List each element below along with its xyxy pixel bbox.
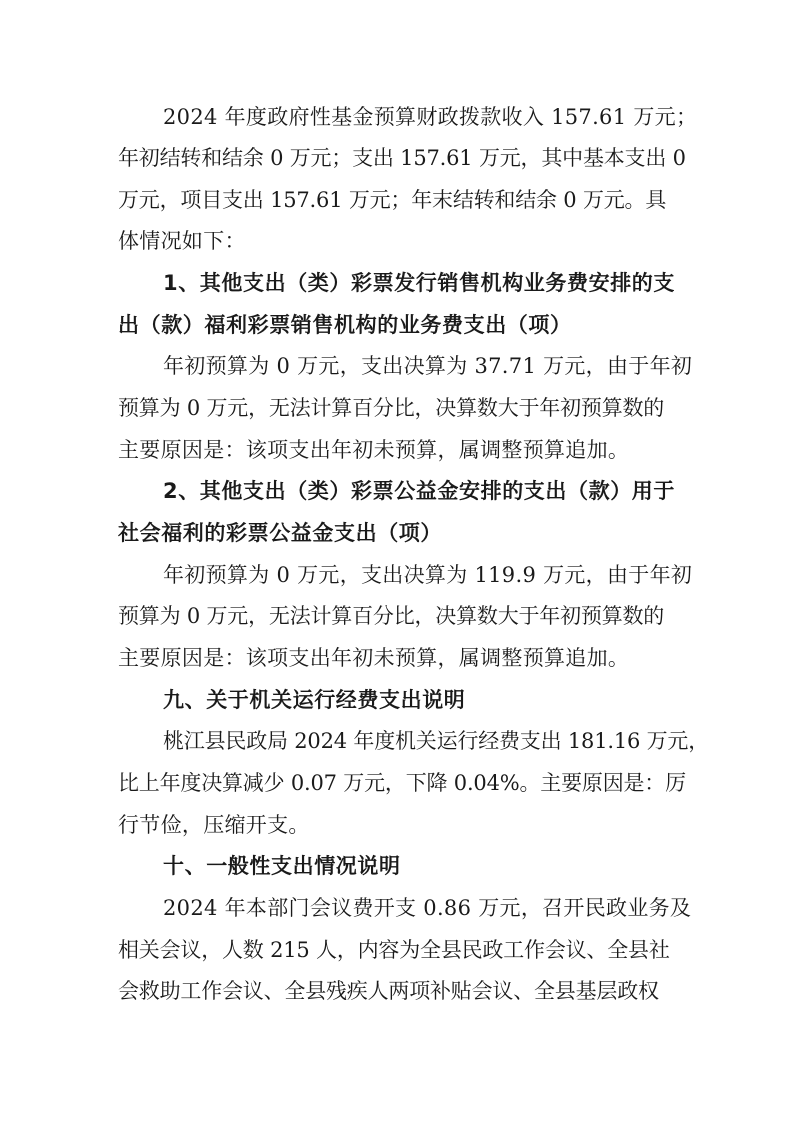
section-heading: 社会福利的彩票公益金支出（项） — [118, 521, 442, 545]
paragraph-line: 2024 年本部门会议费开支 0.86 万元，召开民政业务及 — [163, 896, 692, 920]
paragraph-line: 预算为 0 万元，无法计算百分比，决算数大于年初预算数的 — [118, 604, 665, 628]
paragraph-line: 体情况如下： — [118, 229, 246, 253]
paragraph-line: 会救助工作会议、全县残疾人两项补贴会议、全县基层政权 — [118, 979, 659, 1003]
section-heading: 1、其他支出（类）彩票发行销售机构业务费安排的支 — [163, 271, 676, 295]
paragraph-line: 年初结转和结余 0 万元；支出 157.61 万元，其中基本支出 0 — [118, 146, 686, 170]
paragraph-line: 相关会议，人数 215 人，内容为全县民政工作会议、全县社 — [118, 938, 670, 962]
paragraph-line: 比上年度决算减少 0.07 万元，下降 0.04%。主要原因是：厉 — [118, 771, 686, 795]
paragraph-line: 桃江县民政局 2024 年度机关运行经费支出 181.16 万元， — [163, 729, 710, 753]
section-heading: 出（款）福利彩票销售机构的业务费支出（项） — [118, 313, 572, 337]
paragraph-line: 年初预算为 0 万元，支出决算为 119.9 万元，由于年初 — [163, 563, 693, 587]
paragraph-line: 预算为 0 万元，无法计算百分比，决算数大于年初预算数的 — [118, 396, 665, 420]
paragraph-line: 主要原因是：该项支出年初未预算，属调整预算追加。 — [118, 646, 630, 670]
paragraph-line: 2024 年度政府性基金预算财政拨款收入 157.61 万元； — [163, 105, 698, 129]
section-heading: 九、关于机关运行经费支出说明 — [163, 688, 466, 712]
paragraph-line: 主要原因是：该项支出年初未预算，属调整预算追加。 — [118, 438, 630, 462]
section-heading: 十、一般性支出情况说明 — [163, 854, 401, 878]
paragraph-line: 万元，项目支出 157.61 万元；年末结转和结余 0 万元。具 — [118, 188, 667, 212]
paragraph-line: 年初预算为 0 万元，支出决算为 37.71 万元，由于年初 — [163, 354, 693, 378]
section-heading: 2、其他支出（类）彩票公益金安排的支出（款）用于 — [163, 479, 676, 503]
paragraph-line: 行节俭，压缩开支。 — [118, 813, 310, 837]
